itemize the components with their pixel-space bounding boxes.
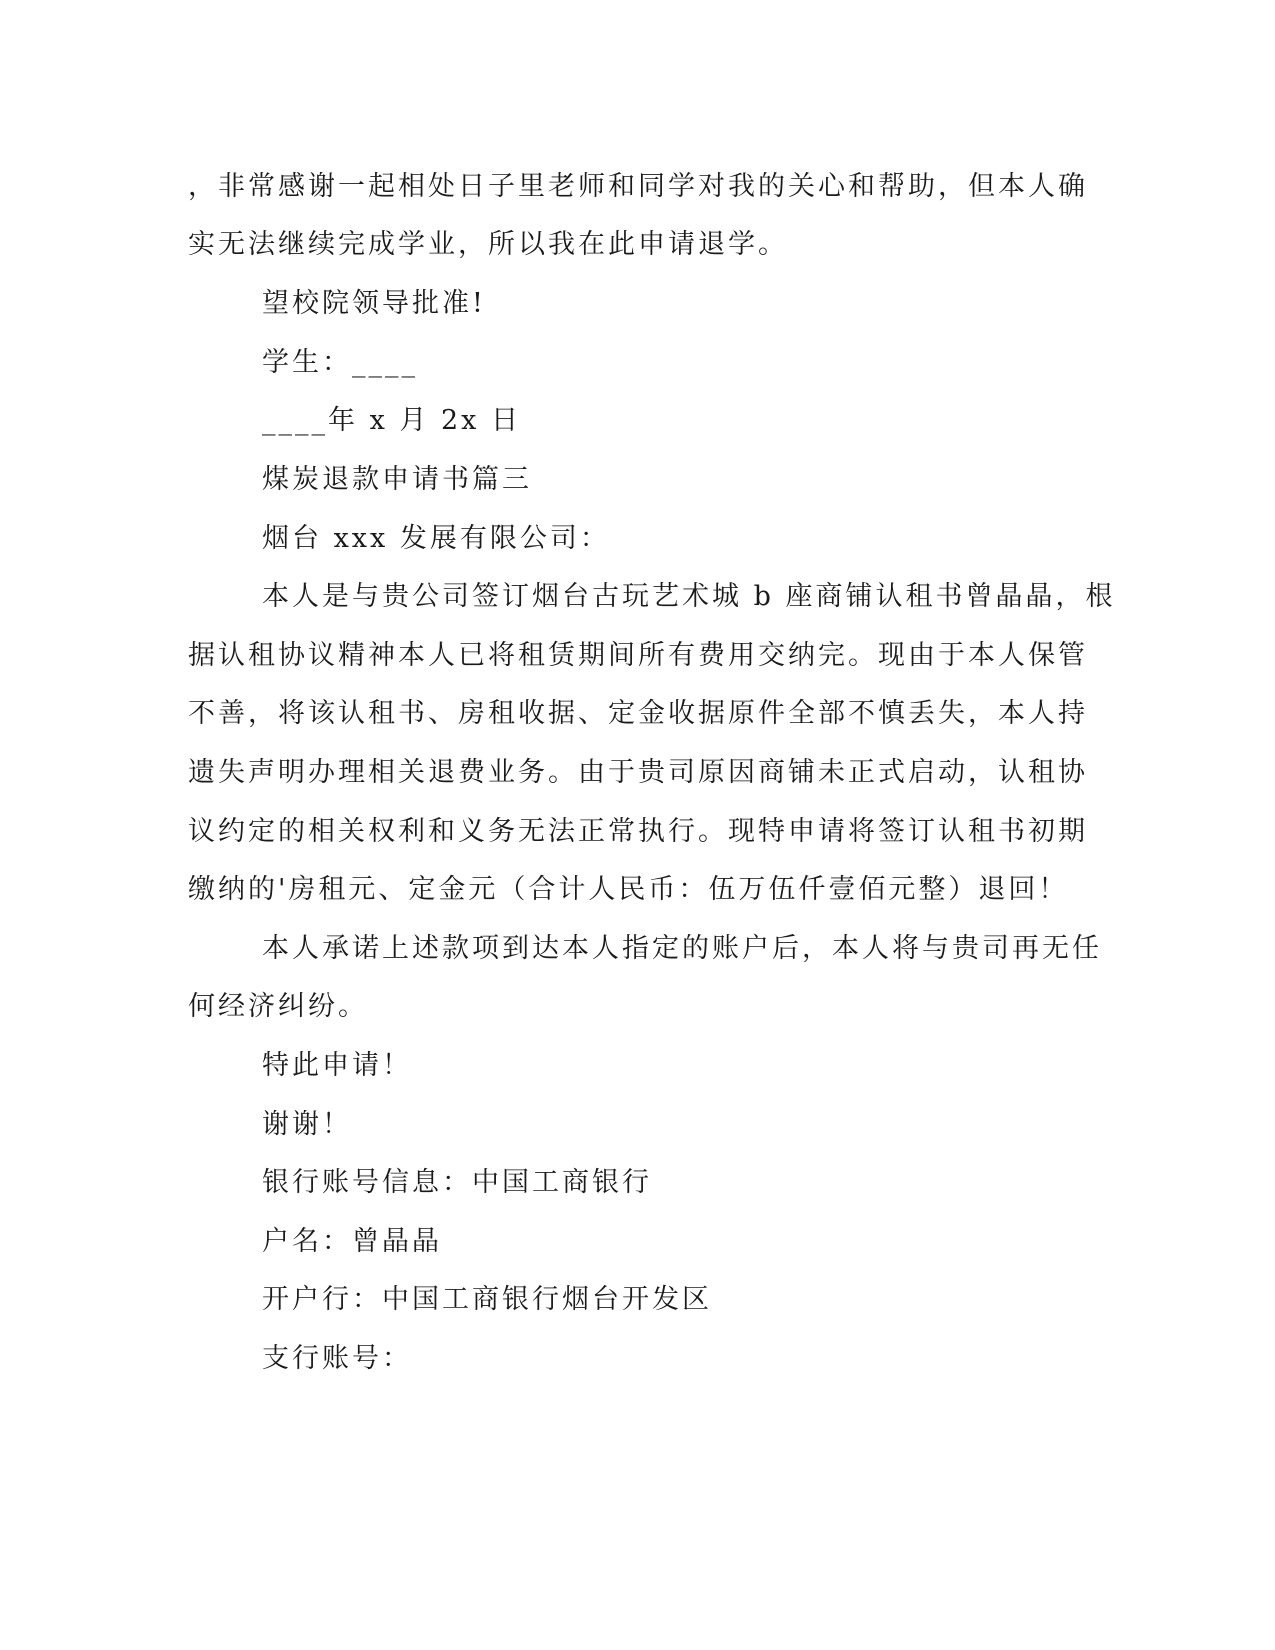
paragraph-line: 议约定的相关权利和义务无法正常执行。现特申请将签订认租书初期 xyxy=(188,816,1088,847)
paragraph-line: 本人承诺上述款项到达本人指定的账户后，本人将与贵司再无任 xyxy=(262,933,1102,964)
student-signature-line: 学生：____ xyxy=(262,347,418,378)
paragraph-line: 据认租协议精神本人已将租赁期间所有费用交纳完。现由于本人保管 xyxy=(188,640,1088,671)
bank-info-line: 银行账号信息：中国工商银行 xyxy=(262,1167,652,1198)
paragraph-line: ，非常感谢一起相处日子里老师和同学对我的关心和帮助，但本人确 xyxy=(188,171,1088,202)
paragraph-line: 不善，将该认租书、房租收据、定金收据原件全部不慎丢失，本人持 xyxy=(188,698,1088,729)
recipient-line: 烟台 xxx 发展有限公司： xyxy=(262,523,610,554)
bank-branch-line: 开户行：中国工商银行烟台开发区 xyxy=(262,1284,712,1315)
account-name-line: 户名：曾晶晶 xyxy=(262,1226,442,1257)
paragraph-line: 本人是与贵公司签订烟台古玩艺术城 b 座商铺认租书曾晶晶，根 xyxy=(262,581,1116,612)
paragraph-line: 遗失声明办理相关退费业务。由于贵司原因商铺未正式启动，认租协 xyxy=(188,757,1088,788)
paragraph-line: 何经济纠纷。 xyxy=(188,991,368,1022)
closing-request-line: 望校院领导批准! xyxy=(262,288,486,319)
section-heading: 煤炭退款申请书篇三 xyxy=(262,464,532,495)
thanks-line: 谢谢！ xyxy=(262,1109,352,1140)
closing-line: 特此申请！ xyxy=(262,1050,412,1081)
paragraph-line: 缴纳的'房租元、定金元（合计人民币：伍万伍仟壹佰元整）退回！ xyxy=(188,874,1069,905)
account-number-line: 支行账号： xyxy=(262,1343,412,1374)
date-line: ____年 x 月 2x 日 xyxy=(262,405,521,436)
paragraph-line: 实无法继续完成学业，所以我在此申请退学。 xyxy=(188,229,788,260)
